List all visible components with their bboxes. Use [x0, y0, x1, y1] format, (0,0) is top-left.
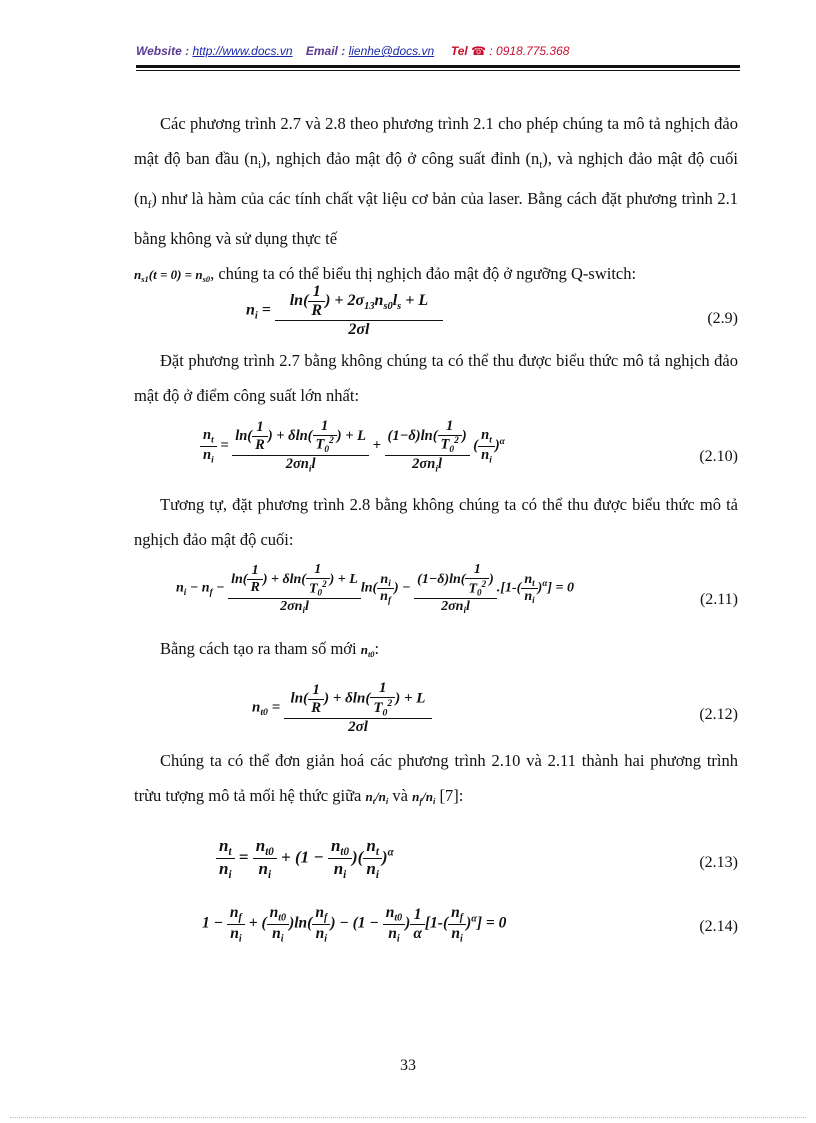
paragraph-4: Bằng cách tạo ra tham số mới $n_{t0}$:: [160, 639, 380, 659]
paragraph-5: Chúng ta có thể đơn giản hoá các phương trình 2.10 và 2.11 thành hai phương trình trừu tượng mô tả mối hệ thức giữa $n_t/n_i$ và $n_f/n_i$ [7]:: [134, 751, 738, 806]
equation-number-2-12: (2.12): [699, 706, 738, 723]
email-label: Email: [305, 44, 338, 58]
tel-label: Tel: [450, 44, 468, 58]
equation-number-2-14: (2.14): [699, 918, 738, 935]
equation-2-10: $\frac{n_t}{n_i}$ = ln( $\frac{1}{R}$ ) + δln( $\frac{1}{T_0^2}$ ) + L $2\sigma n_il$ + (1−δ)ln( $\frac{1}{T_0^2}$ ) $2\sigma n_il$ ( $\frac{n_t}{n_i}$ )$^\alpha$: [200, 418, 505, 474]
website-label: Website :: [136, 44, 190, 58]
equation-2-11: $n_i - n_f$ − ln( $\frac{1}{R}$ ) + δln( $\frac{1}{T_0^2}$ ) + L $2\sigma n_il$ ln( $\frac{n_i}{n_f}$ ) − (1−δ)ln( $\frac{1}{T_0^2}$ ) $2\sigma n_il$ .[1-( $\frac{n_t}{n_i}$ )$^\alpha$] = 0: [176, 562, 574, 615]
paragraph-1: Các phương trình 2.7 và 2.8 theo phương trình 2.1 cho phép chúng ta mô tả nghịch đảo mật độ ban đầu $(n_i)$, nghịch đảo mật độ ở công suất đỉnh $(n_t)$, và nghịch đảo mật độ cuối $(n_f)$ như là hàm của các tính chất vật liệu cơ bản của laser. Bằng cách đặt phương trình 2.1 bằng không và sử dụng thực tế $n_{s1}(t = 0) = n_{s0}$, chúng ta có thể biểu thị nghịch đảo mật độ ở ngưỡng Q-switch:: [134, 114, 738, 284]
paragraph-3: Tương tự, đặt phương trình 2.8 bằng không chúng ta có thể thu được biểu thức mô tả nghịch đảo mật độ cuối:: [134, 495, 738, 549]
equation-2-14: 1 − $\frac{n_f}{n_i}$ + ( $\frac{n_{t0}}{n_i}$ )ln( $\frac{n_f}{n_i}$ ) − (1 − $\frac{n_{t0}}{n_i}$ ) $\frac{1}{\alpha}$ [1-( $\frac{n_f}{n_i}$ )$^\alpha$] = 0: [202, 904, 507, 945]
equation-2-13: $\frac{n_t}{n_i}$ = $\frac{n_{t0}}{n_i}$ + (1 − $\frac{n_{t0}}{n_i}$ )( $\frac{n_t}{n_i}$ )$^\alpha$: [216, 836, 394, 881]
equation-2-12: $n_{t0}$ = ln( $\frac{1}{R}$ ) + δln( $\frac{1}{T_0^2}$ ) + L 2σl: [252, 680, 432, 736]
page-bottom-border: [10, 1117, 806, 1118]
header-rule-thin: [136, 70, 740, 71]
inline-math-nf-ni: $n_f/n_i$: [412, 788, 436, 806]
equation-number-2-9: (2.9): [707, 310, 738, 327]
equation-number-2-11: (2.11): [699, 591, 738, 608]
inline-math-nt0: $n_{t0}$: [360, 642, 375, 659]
phone-icon: ☎: [471, 44, 487, 58]
phone-number[interactable]: : 0918.775.368: [489, 44, 570, 58]
page-number: 33: [400, 1057, 416, 1074]
email-link[interactable]: lienhe@docs.vn: [348, 44, 435, 58]
website-link[interactable]: http://www.docs.vn: [192, 44, 293, 58]
equation-number-2-10: (2.10): [699, 448, 738, 465]
equation-2-9: $n_i$ = ln( $\frac{1}{R}$ ) + $2\sigma_{13}n_{s0}l_s + L$ 2σl: [246, 283, 443, 339]
inline-math-ns1: $n_{s1}(t = 0) = n_{s0}$: [134, 266, 211, 284]
page-header: [136, 44, 746, 58]
email-separator: :: [341, 44, 346, 58]
equation-number-2-13: (2.13): [699, 854, 738, 871]
header-rule-thick: [136, 65, 740, 68]
paragraph-2: Đặt phương trình 2.7 bằng không chúng ta có thể thu được biểu thức mô tả nghịch đảo mật độ ở điểm công suất lớn nhất:: [134, 351, 738, 405]
inline-math-nt-ni: $n_t/n_i$: [365, 788, 389, 806]
